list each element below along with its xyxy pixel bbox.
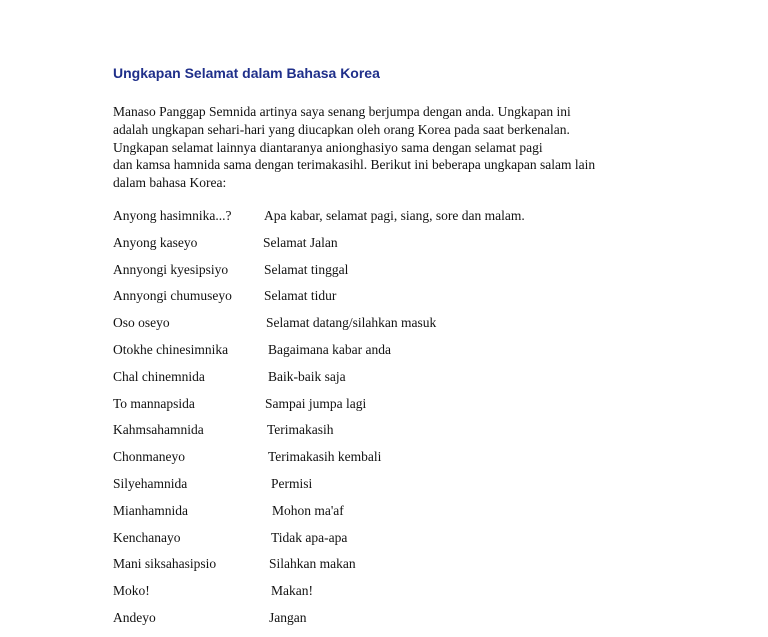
phrase-row xyxy=(113,369,673,396)
phrase-meaning: Selamat tidur xyxy=(264,288,337,304)
korean-phrase: Anyong kaseyo xyxy=(113,234,198,250)
intro-line: Manaso Panggap Semnida artinya saya senang berjumpa dengan anda. Ungkapan ini xyxy=(113,104,571,119)
korean-phrase: Chal chinemnida xyxy=(113,368,205,384)
korean-phrase: Silyehamnida xyxy=(113,475,188,491)
korean-phrase: Kenchanayo xyxy=(113,529,181,545)
phrase-meaning: Terimakasih kembali xyxy=(268,449,382,465)
phrase-row xyxy=(113,556,673,583)
phrase-row xyxy=(113,476,673,503)
intro-line: adalah ungkapan sehari-hari yang diucapkan oleh orang Korea pada saat berkenalan. xyxy=(113,121,570,137)
phrase-row xyxy=(113,530,673,557)
korean-phrase: Anyong hasimnika...? xyxy=(113,208,232,223)
phrase-meaning: Makan! xyxy=(271,583,313,599)
phrase-meaning: Terimakasih xyxy=(267,422,334,438)
phrase-meaning: Selamat datang/silahkan masuk xyxy=(266,315,437,331)
intro-line: Ungkapan selamat lainnya diantaranya anionghasiyo sama dengan selamat pagi xyxy=(113,139,543,155)
korean-phrase: Oso oseyo xyxy=(113,315,170,331)
korean-phrase: Annyongi kyesipsiyo xyxy=(113,261,229,277)
korean-phrase: Mani siksahasipsio xyxy=(113,556,217,572)
korean-phrase: Mianhamnida xyxy=(113,502,188,518)
phrase-row xyxy=(113,288,673,315)
intro-paragraph xyxy=(113,103,673,192)
phrase-row xyxy=(113,422,673,449)
intro-line: dan kamsa hamnida sama dengan terimakasihl. Berikut ini beberapa ungkapan salam lain xyxy=(113,157,596,173)
korean-phrase: Kahmsahamnida xyxy=(113,422,204,438)
korean-phrase: Chonmaneyo xyxy=(113,449,185,465)
korean-phrase: Moko! xyxy=(113,583,150,599)
phrase-meaning: Tidak apa-apa xyxy=(271,529,348,545)
phrase-meaning: Bagaimana kabar anda xyxy=(268,341,391,357)
korean-phrase: To mannapsida xyxy=(113,395,195,411)
phrase-row xyxy=(113,583,673,610)
phrase-row xyxy=(113,262,673,289)
korean-phrase: Andeyo xyxy=(113,609,156,625)
phrase-row xyxy=(113,235,673,262)
document-title: Ungkapan Selamat dalam Bahasa Korea xyxy=(113,65,380,81)
phrase-row xyxy=(113,396,673,423)
phrase-row xyxy=(113,610,673,637)
korean-phrase: Annyongi chumuseyo xyxy=(113,288,232,304)
korean-phrase: Otokhe chinesimnika xyxy=(113,341,229,357)
phrase-meaning: Apa kabar, selamat pagi, siang, sore dan malam. xyxy=(264,208,525,223)
phrase-meaning: Permisi xyxy=(271,475,313,491)
phrase-meaning: Baik-baik saja xyxy=(268,368,346,384)
phrase-row xyxy=(113,315,673,342)
phrase-row xyxy=(113,503,673,530)
phrase-meaning: Jangan xyxy=(269,609,307,625)
phrase-list xyxy=(113,208,673,637)
phrase-row xyxy=(113,342,673,369)
phrase-row xyxy=(113,208,673,235)
intro-line: dalam bahasa Korea: xyxy=(113,175,227,191)
phrase-meaning: Selamat Jalan xyxy=(263,234,338,250)
phrase-meaning: Mohon ma'af xyxy=(272,502,344,518)
phrase-row xyxy=(113,449,673,476)
phrase-meaning: Selamat tinggal xyxy=(264,261,349,277)
phrase-meaning: Sampai jumpa lagi xyxy=(265,395,367,411)
phrase-meaning: Silahkan makan xyxy=(269,556,356,572)
